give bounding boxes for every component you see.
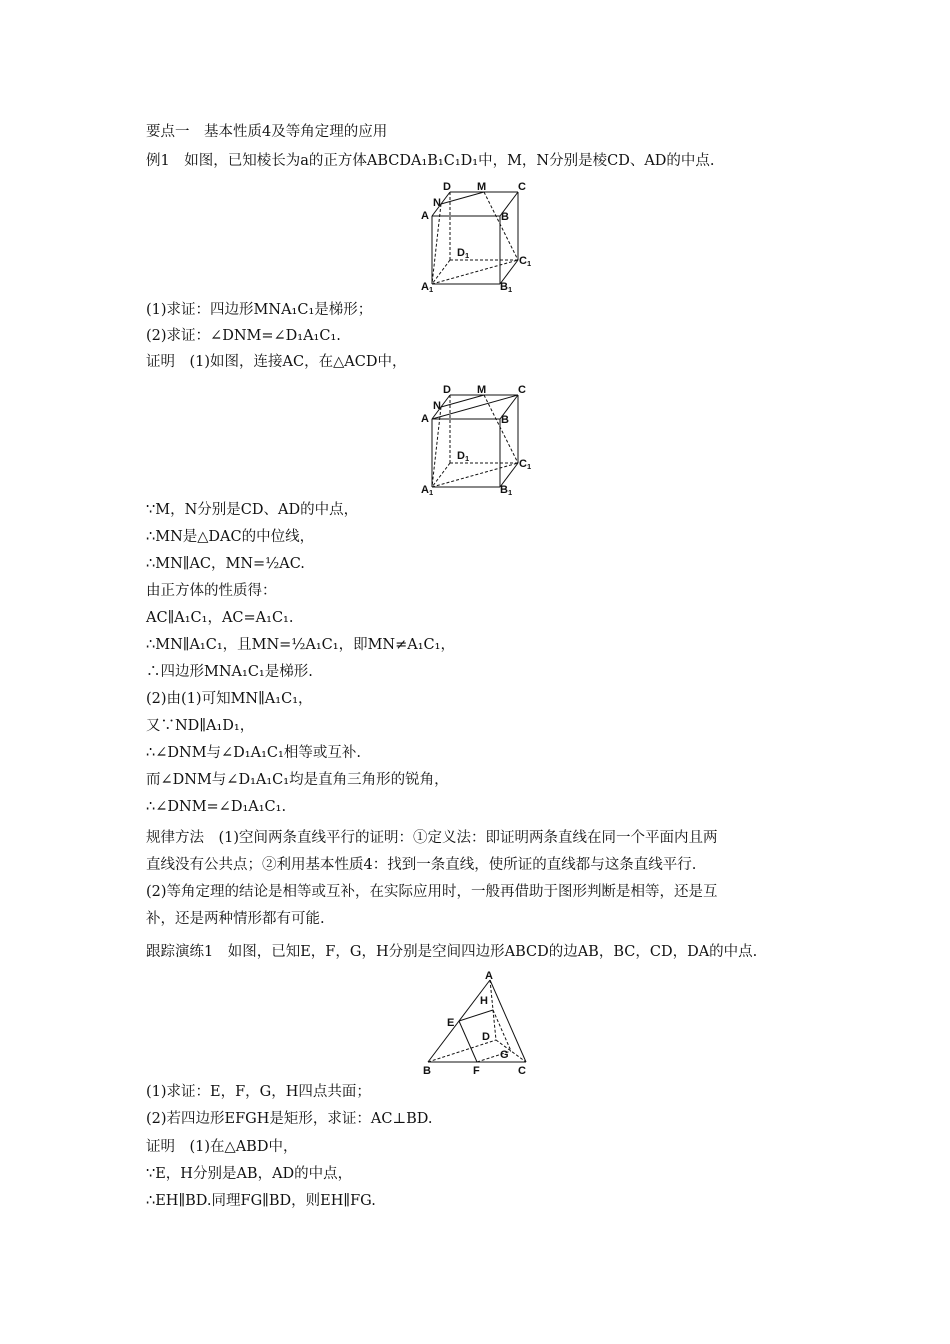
label-H: H (480, 995, 488, 1007)
label-A1: A (421, 281, 429, 293)
svg-text:N: N (433, 400, 441, 412)
section-heading: 要点一 基本性质4及等角定理的应用 (146, 124, 388, 140)
svg-text:C: C (519, 458, 527, 470)
label-D1: D (457, 247, 465, 259)
svg-text:1: 1 (527, 462, 532, 471)
cube-figure-2 (415, 383, 535, 495)
label-B1: B (500, 281, 508, 293)
practice-proof: ∴EH∥BD.同理FG∥BD，则EH∥FG. (146, 1193, 376, 1209)
cube-figure-1 (415, 180, 535, 292)
method-summary: 直线没有公共点；②利用基本性质4：找到一条直线，使所证的直线都与这条直线平行. (146, 857, 697, 873)
svg-text:D: D (457, 450, 465, 462)
practice-question-2: (2)若四边形EFGH是矩形，求证：AC⊥BD. (146, 1111, 433, 1127)
question-2: (2)求证：∠DNM=∠D₁A₁C₁. (146, 328, 341, 344)
svg-text:1: 1 (508, 488, 513, 497)
proof-line: (2)由(1)可知MN∥A₁C₁， (146, 691, 313, 707)
label-N: N (433, 197, 441, 209)
label-C: C (518, 1065, 526, 1077)
proof-line: ∵M，N分别是CD、AD的中点， (146, 502, 359, 518)
svg-text:1: 1 (527, 259, 532, 268)
svg-text:B: B (501, 414, 509, 426)
proof-line: ∴MN∥AC，MN=½AC. (146, 556, 305, 572)
svg-text:A: A (421, 484, 429, 496)
example-1-statement: 例1 如图，已知棱长为a的正方体ABCDA₁B₁C₁D₁中，M，N分别是棱CD、AD的中点. (146, 153, 715, 169)
label-D: D (443, 181, 451, 193)
proof-start: 证明 (1)如图，连接AC，在△ACD中， (146, 354, 407, 370)
label-B: B (501, 211, 509, 223)
proof-line: ∴∠DNM=∠D₁A₁C₁. (146, 799, 287, 815)
svg-text:M: M (477, 384, 487, 396)
proof-line: ∴∠DNM与∠D₁A₁C₁相等或互补. (146, 745, 361, 761)
label-C1: C (519, 255, 527, 267)
method-summary: (2)等角定理的结论是相等或互补，在实际应用时，一般再借助于图形判断是相等，还是互 (146, 884, 718, 900)
label-G: G (500, 1049, 509, 1061)
svg-text:1: 1 (429, 488, 434, 497)
proof-line: ∴MN∥A₁C₁，且MN=½A₁C₁，即MN≠A₁C₁， (146, 637, 455, 653)
proof-line: 而∠DNM与∠D₁A₁C₁均是直角三角形的锐角， (146, 772, 449, 788)
label-E: E (447, 1017, 455, 1029)
label-D: D (482, 1031, 490, 1043)
svg-text:1: 1 (465, 251, 470, 260)
practice-proof: ∵E，H分别是AB，AD的中点， (146, 1166, 353, 1182)
label-A: A (485, 970, 493, 982)
svg-text:1: 1 (465, 454, 470, 463)
proof-line: ∴MN是△DAC的中位线， (146, 529, 315, 545)
practice-question-1: (1)求证：E，F，G，H四点共面； (146, 1084, 371, 1100)
label-A: A (421, 210, 429, 222)
svg-text:A: A (421, 413, 429, 425)
label-F: F (473, 1065, 480, 1077)
svg-text:D: D (443, 384, 451, 396)
practice-proof: 证明 (1)在△ABD中， (146, 1139, 298, 1155)
method-summary: 规律方法 (1)空间两条直线平行的证明：①定义法：即证明两条直线在同一个平面内且两 (146, 830, 718, 846)
proof-line: 又∵ND∥A₁D₁， (146, 718, 255, 734)
label-C: C (518, 181, 526, 193)
svg-text:C: C (518, 384, 526, 396)
tetrahedron-figure (418, 970, 538, 1076)
proof-line: 由正方体的性质得： (146, 583, 277, 599)
svg-text:1: 1 (508, 285, 513, 294)
proof-line: ∴四边形MNA₁C₁是梯形. (146, 664, 313, 680)
practice-statement: 跟踪演练1 如图，已知E，F，G，H分别是空间四边形ABCD的边AB，BC，CD，DA的中点. (146, 944, 758, 960)
label-M: M (477, 181, 487, 193)
svg-text:B: B (500, 484, 508, 496)
label-B: B (423, 1065, 431, 1077)
proof-line: AC∥A₁C₁，AC=A₁C₁. (146, 610, 294, 626)
svg-text:1: 1 (429, 285, 434, 294)
question-1: (1)求证：四边形MNA₁C₁是梯形； (146, 302, 373, 318)
method-summary: 补，还是两种情形都有可能. (146, 911, 325, 927)
